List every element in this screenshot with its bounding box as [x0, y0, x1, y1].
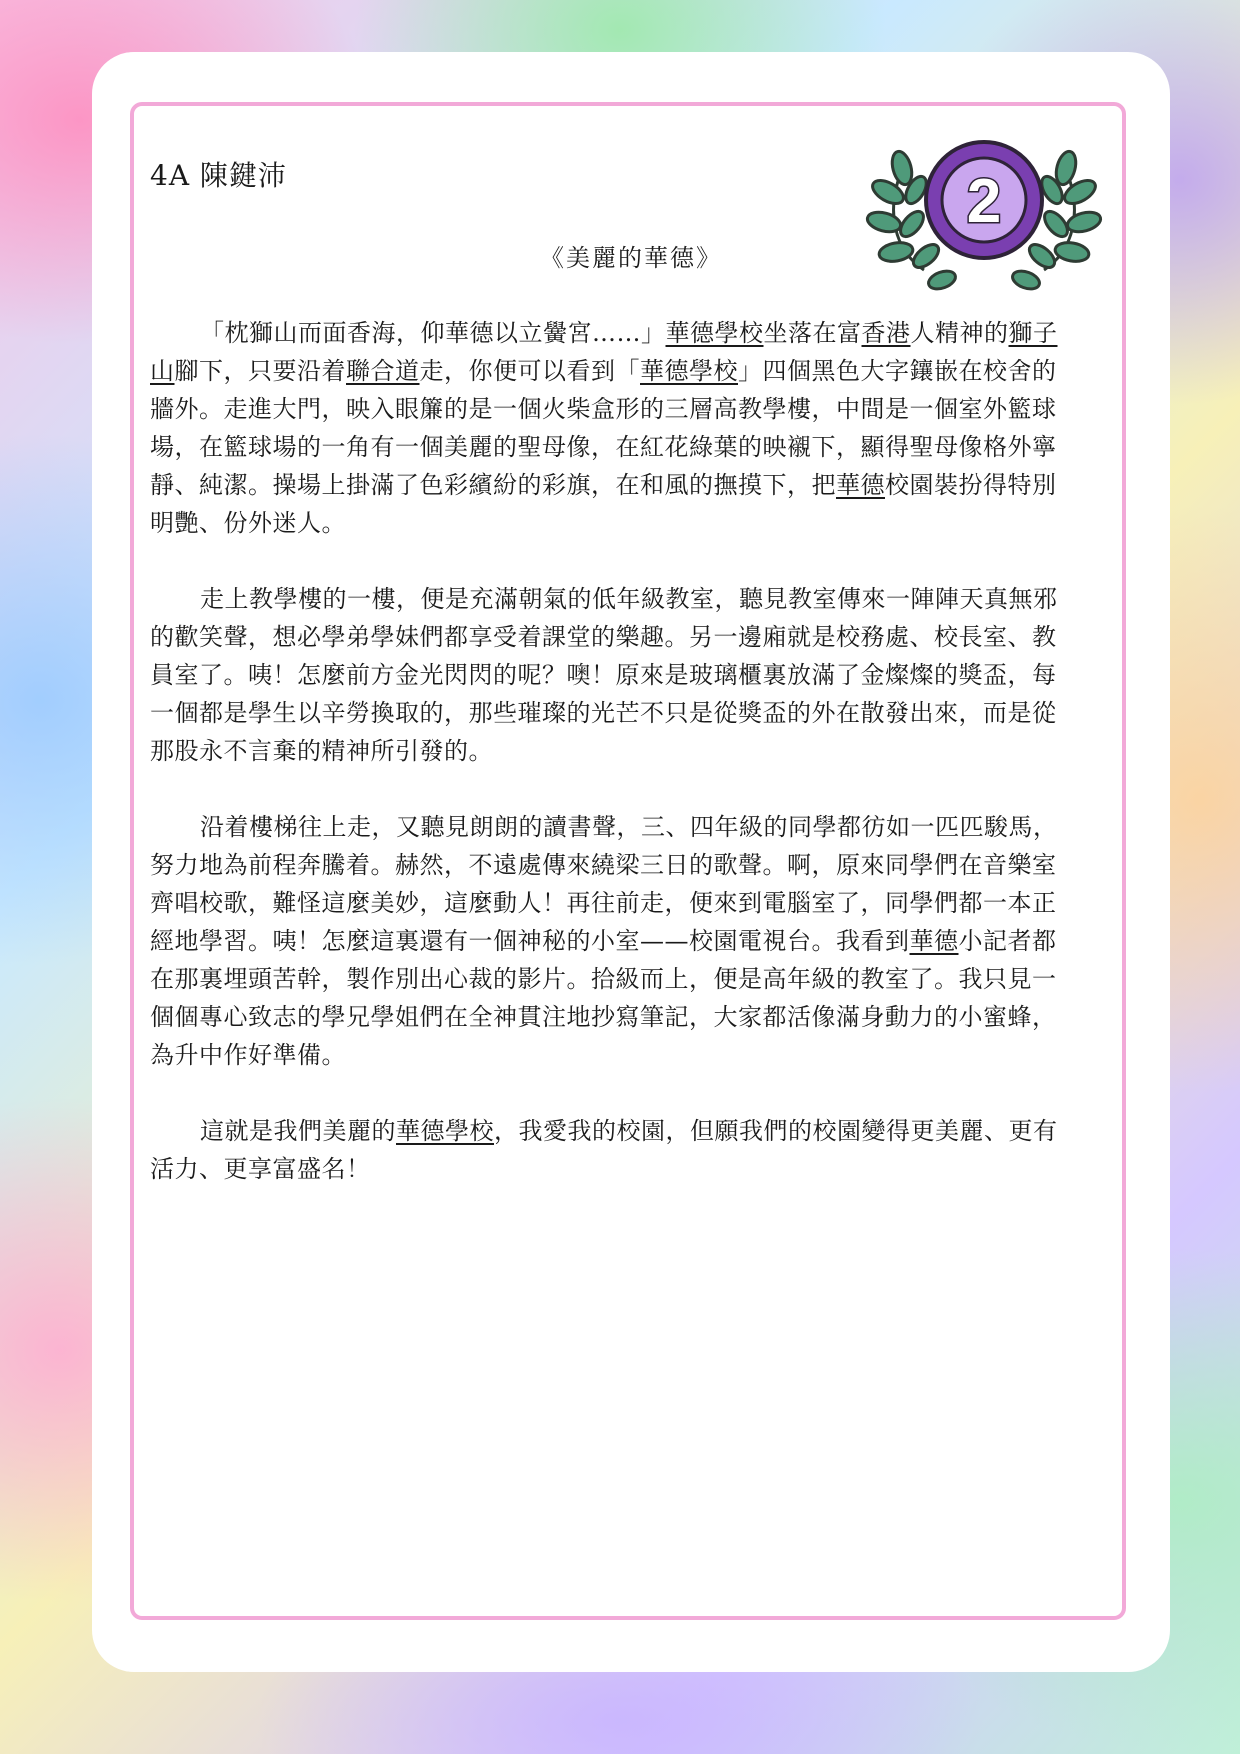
underlined-proper-noun: 香港 — [861, 319, 911, 347]
text-segment: 人精神的 — [910, 319, 1009, 347]
underlined-proper-noun: 聯合道 — [346, 357, 420, 385]
underlined-proper-noun: 華德學校 — [396, 1117, 494, 1145]
text-segment: 腳下，只要沿着 — [174, 357, 346, 385]
underlined-proper-noun: 華德學校 — [640, 357, 738, 385]
text-segment: 走，你便可以看到「 — [419, 357, 640, 385]
laurel-wreath-medal-icon — [864, 120, 1104, 300]
page-card — [92, 52, 1170, 1672]
text-segment: 走上教學樓的一樓，便是充滿朝氣的低年級教室，聽見教室傳來一陣陣天真無邪的歡笑聲，想必學弟學妹們都享受着課堂的樂趣。另一邊廂就是校務處、校長室、教員室了。咦！怎麼前方金光閃閃的呢？噢！原來是玻璃櫃裏放滿了金燦燦的獎盃，每一個都是學生以辛勞換取的，那些璀璨的光芒不只是從獎盃的外在散發出來，而是從那股永不言棄的精神所引發的。 — [150, 585, 1058, 765]
paragraph-3 — [150, 808, 1080, 1074]
underlined-proper-noun: 獅子山 — [150, 319, 1058, 385]
text-segment: 校園裝扮得特別明艷、份外迷人。 — [150, 471, 1057, 537]
text-segment: 沿着樓梯往上走，又聽見朗朗的讀書聲，三、四年級的同學都彷如一匹匹駿馬，努力地為前程奔騰着。赫然，不遠處傳來繞梁三日的歌聲。啊，原來同學們在音樂室齊唱校歌，難怪這麼美妙，這麼動人！再往前走，便來到電腦室了，同學們都一本正經地學習。咦！怎麼這裏還有一個神秘的小室——校園電視台。我看到 — [150, 813, 1058, 955]
text-segment: 」四個黑色大字鑲嵌在校舍的牆外。走進大門，映入眼簾的是一個火柴盒形的三層高教學樓，中間是一個室外籃球場，在籃球場的一角有一個美麗的聖母像，在紅花綠葉的映襯下，顯得聖母像格外寧靜、純潔。操場上掛滿了色彩繽紛的彩旗，在和風的撫摸下，把 — [150, 357, 1057, 499]
paragraph-1 — [150, 314, 1080, 542]
underlined-proper-noun: 華德學校 — [665, 319, 764, 347]
essay-body — [150, 314, 1080, 1226]
text-segment: 坐落在富 — [763, 319, 862, 347]
text-segment: 這就是我們美麗的 — [200, 1117, 396, 1145]
text-segment: 小記者都在那裏埋頭苦幹，製作別出心裁的影片。拾級而上，便是高年級的教室了。我只見一個個專心致志的學兄學姐們在全神貫注地抄寫筆記，大家都活像滿身動力的小蜜蜂，為升中作好準備。 — [150, 927, 1057, 1069]
underlined-proper-noun: 華德 — [909, 927, 959, 955]
medal-number: 2 — [966, 167, 1002, 236]
text-segment: ，我愛我的校園，但願我們的校園變得更美麗、更有活力、更享富盛名！ — [150, 1117, 1058, 1183]
text-segment: 「枕獅山而面香海，仰華德以立黌宮……」 — [200, 319, 666, 347]
paragraph-2 — [150, 580, 1080, 770]
author-line: 4A 陳鍵沛 — [150, 159, 287, 192]
essay-title: 《美麗的華德》 — [540, 244, 722, 272]
paragraph-4 — [150, 1112, 1080, 1188]
underlined-proper-noun: 華德 — [836, 471, 885, 499]
